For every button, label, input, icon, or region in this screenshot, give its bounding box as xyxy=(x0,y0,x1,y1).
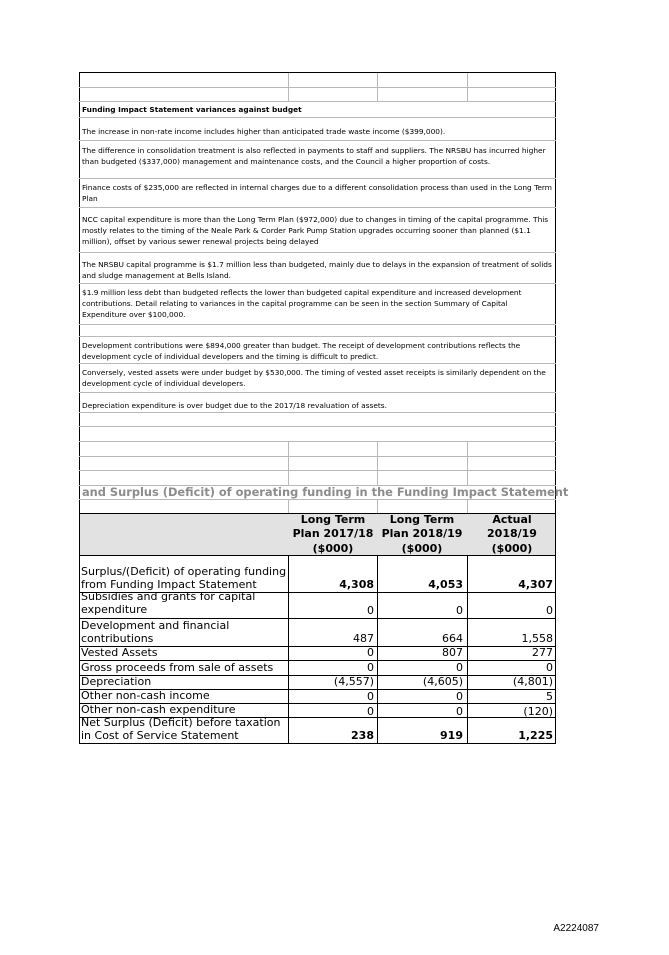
grid-line xyxy=(467,441,468,485)
cell-value: 0 xyxy=(456,690,463,703)
column-header-line2: Plan 2017/18 xyxy=(292,527,374,540)
grid-line xyxy=(377,441,378,485)
grid-line xyxy=(79,207,556,208)
grid-line xyxy=(79,499,556,500)
cell-value: 4,307 xyxy=(518,578,553,591)
row-label: Vested Assets xyxy=(81,646,158,659)
row-label: Subsidies and grants for capital expenditure xyxy=(81,590,256,616)
grid-line xyxy=(377,499,378,514)
column-header-unit: ($000) xyxy=(491,542,533,555)
column-header-line2: 2018/19 xyxy=(487,527,537,540)
note-paragraph: NCC capital expenditure is more than the Long Term Plan ($972,000) due to changes in timing of the capital programme. This mostly relates to the timing of the Neale Park & Corder Park Pump Station upgrades occurring sooner than planned ($1.1 million), offset by various sewer renewal projects being delayed xyxy=(82,215,549,246)
grid-line xyxy=(79,426,556,427)
column-header-line1: Actual xyxy=(492,513,532,526)
grid-line xyxy=(79,117,556,118)
grid-line xyxy=(79,470,556,471)
grid-line xyxy=(79,363,556,364)
document-id: A2224087 xyxy=(553,923,599,934)
grid-line xyxy=(79,252,556,253)
column-header-line2: Plan 2018/19 xyxy=(381,527,463,540)
grid-line xyxy=(79,87,556,88)
note-paragraph: Development contributions were $894,000 greater than budget. The receipt of development contributions reflects the development cycle of individual developers and the timing is difficult to predict. xyxy=(82,341,521,361)
cell-value: 5 xyxy=(546,690,553,703)
cell-value: 1,225 xyxy=(518,729,553,742)
grid-line xyxy=(288,499,289,514)
cell-value: 0 xyxy=(546,604,553,617)
row-label: Surplus/(Deficit) of operating funding from Funding Impact Statement xyxy=(81,565,287,591)
grid-line xyxy=(79,456,556,457)
note-paragraph: Depreciation expenditure is over budget due to the 2017/18 revaluation of assets. xyxy=(82,401,387,410)
cell-value: 0 xyxy=(367,705,374,718)
row-label: Other non-cash income xyxy=(81,689,210,702)
cell-value: 0 xyxy=(546,661,553,674)
cell-value: 4,308 xyxy=(339,578,374,591)
column-header xyxy=(467,513,557,556)
cell-value: (120) xyxy=(523,705,553,718)
row-label: Gross proceeds from sale of assets xyxy=(81,661,274,674)
cell-value: 664 xyxy=(442,632,463,645)
cell-value: 487 xyxy=(353,632,374,645)
grid-line xyxy=(79,441,556,442)
cell-value: 238 xyxy=(351,729,374,742)
grid-line xyxy=(467,499,468,514)
grid-line xyxy=(79,101,556,102)
note-paragraph: $1.9 million less debt than budgeted reflects the lower than budgeted capital expenditure and increased development contributions. Detail relating to variances in the capital programme can be seen in the section Summary of Capital Expenditure over $100,000. xyxy=(82,288,522,319)
grid-line xyxy=(79,412,556,413)
row-label: Depreciation xyxy=(81,675,152,688)
column-header xyxy=(288,513,378,556)
cell-value: 0 xyxy=(367,690,374,703)
cell-value: (4,801) xyxy=(512,675,553,688)
note-paragraph: The difference in consolidation treatment is also reflected in payments to staff and suppliers. The NRSBU has incurred higher than budgeted ($337,000) management and maintenance costs, and the Council a higher proportion of costs. xyxy=(82,146,546,166)
grid-line xyxy=(79,140,556,141)
cell-value: 1,558 xyxy=(521,632,553,645)
cell-value: 807 xyxy=(442,646,463,659)
column-header xyxy=(377,513,467,556)
grid-line xyxy=(79,392,556,393)
note-paragraph: The increase in non-rate income includes higher than anticipated trade waste income ($399,000). xyxy=(82,127,446,136)
row-label: Other non-cash expenditure xyxy=(81,703,236,716)
note-paragraph: The NRSBU capital programme is $1.7 million less than budgeted, mainly due to delays in the expansion of treatment of solids and sludge management at Bells Island. xyxy=(82,260,552,280)
cell-value: 4,053 xyxy=(428,578,463,591)
grid-line xyxy=(288,441,289,485)
section-title: and Surplus (Deficit) of operating funding in the Funding Impact Statement xyxy=(82,485,569,499)
grid-line xyxy=(79,283,556,284)
notes-heading: Funding Impact Statement variances against budget xyxy=(82,105,302,114)
cell-value: 277 xyxy=(532,646,553,659)
cell-value: 0 xyxy=(456,661,463,674)
column-header-unit: ($000) xyxy=(312,542,354,555)
cell-value: (4,557) xyxy=(333,675,374,688)
cell-value: 0 xyxy=(456,604,463,617)
row-label: Net Surplus (Deficit) before taxation in Cost of Service Statement xyxy=(81,716,281,742)
column-header-line1: Long Term xyxy=(389,513,455,526)
cell-value: 0 xyxy=(367,646,374,659)
cell-value: 0 xyxy=(367,661,374,674)
grid-line xyxy=(79,324,556,325)
cell-value: 0 xyxy=(367,604,374,617)
column-header-unit: ($000) xyxy=(401,542,443,555)
note-paragraph: Finance costs of $235,000 are reflected in internal charges due to a different consolidation process than used in the Long Term Plan xyxy=(82,183,552,203)
column-header-line1: Long Term xyxy=(300,513,366,526)
cell-value: 919 xyxy=(440,729,463,742)
row-label: Development and financial contributions xyxy=(81,619,230,645)
cell-value: (4,605) xyxy=(422,675,463,688)
grid-line xyxy=(79,336,556,337)
cell-value: 0 xyxy=(456,705,463,718)
note-paragraph: Conversely, vested assets were under budget by $530,000. The timing of vested asset receipts is similarly dependent on the development cycle of individual developers. xyxy=(82,368,546,388)
grid-line xyxy=(79,178,556,179)
